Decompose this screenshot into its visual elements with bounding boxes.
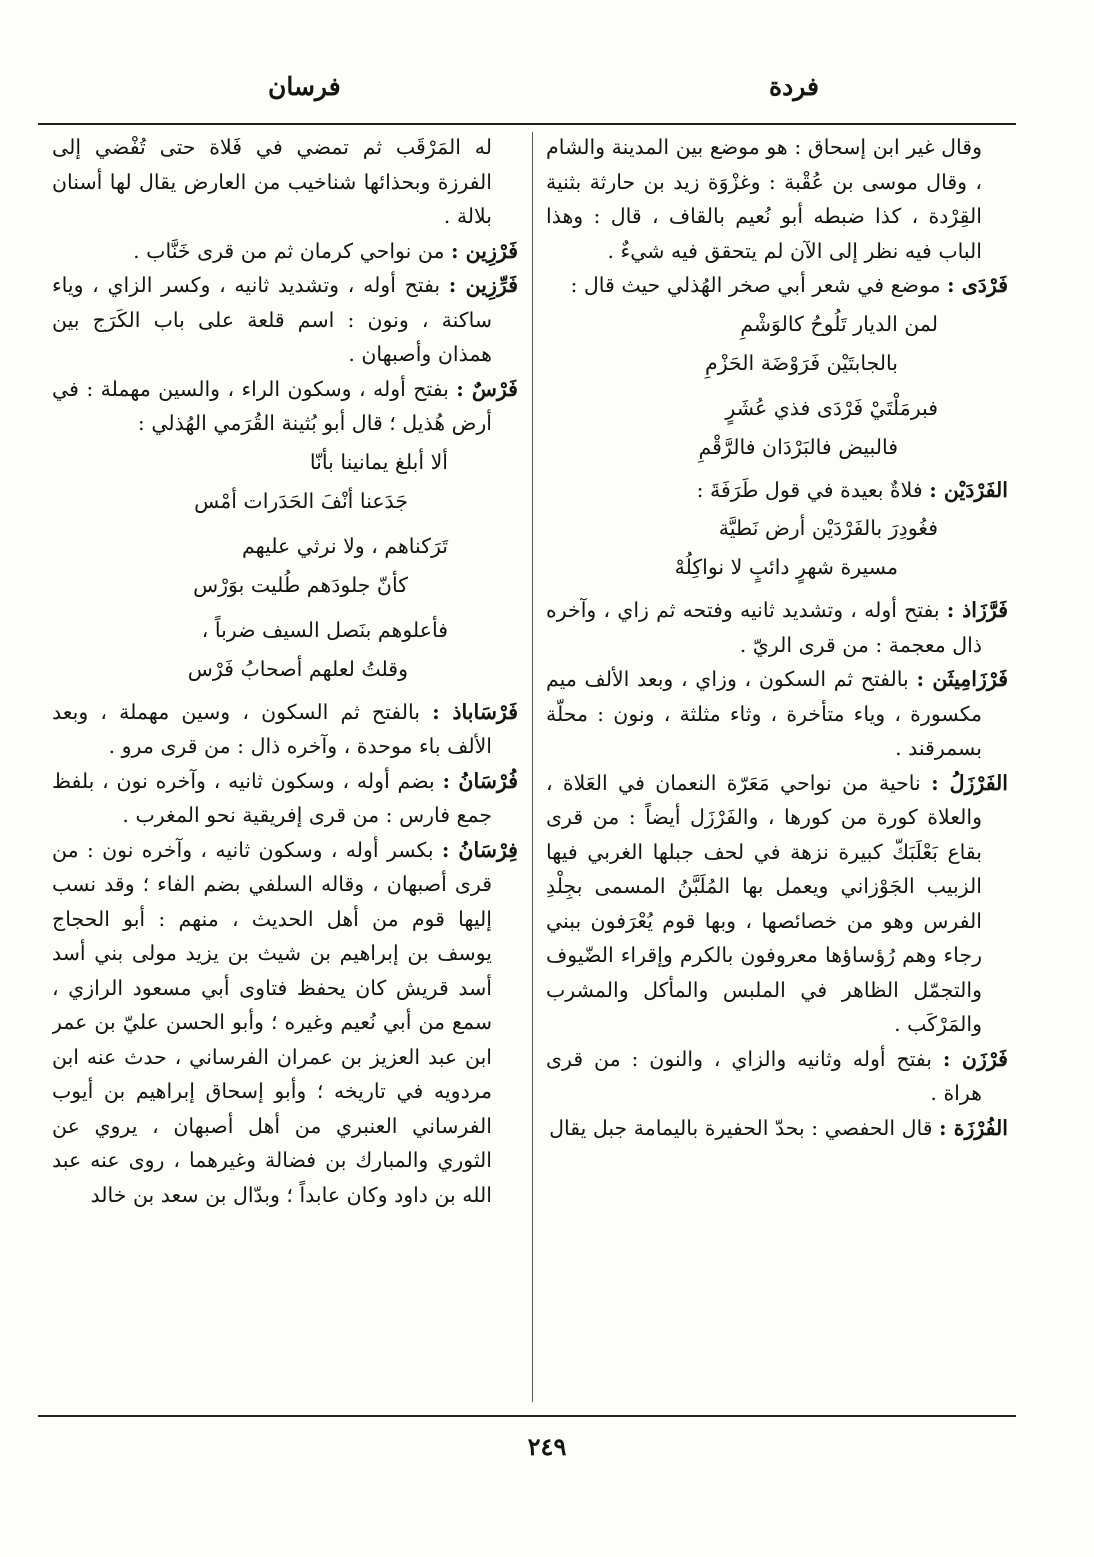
verse-first-hemistich: فبرمَلْتَيْ فَرْدَى فذي عُشَرٍ: [725, 395, 938, 420]
verse-first-hemistich: فغُودِرَ بالفَرْدَيْن أرض نَطيَّة: [718, 516, 938, 540]
verse-first-hemistich: ألا أبلغ يمانينا بأنّا: [309, 449, 448, 474]
entry-headword: فَرْسَاباذ :: [432, 699, 518, 724]
left-column: [52, 130, 518, 1410]
dictionary-entry: [52, 764, 518, 833]
poem-verse: [546, 305, 1008, 383]
entry-text: من نواحي كرمان ثم من قرى خَنَّاب .: [133, 238, 451, 263]
entry-headword: فِرْسَانُ :: [441, 837, 518, 862]
verse-second-hemistich: وقلتُ لعلهم أصحابُ فَرْس: [187, 656, 408, 681]
poem-verse: [52, 527, 518, 605]
entry-text: موضع في شعر أبي صخر الهُذلي حيث قال :: [570, 273, 947, 297]
entry-headword: الفُرْزَة :: [939, 1115, 1008, 1140]
entry-text: ناحية من نواحي مَعَرّة النعمان في العَلاة ، والعلاة كورة من كورها ، والفَرْزَل أيضاً : من قرى بقاع بَعْلَبَكّ كبيرة نزهة في لحف جبلها الغربي فيها الزبيب الجَوْزاني ويعمل بها المُلَبَّنُ المسمى بجِلْدِ الفرس وهو من خصائصها ، وبها قوم يُعْرَفون ببني رجاء وهم رُؤساؤها معروفون بالكرم وإقراء الضّيوف والتجمّل الظاهر في الملبس والمأكل والمشرب والمَرْكَب .: [546, 770, 982, 1036]
verse-second-hemistich: مسيرة شهرٍ دائبٍ لا نواكِلُهْ: [674, 555, 898, 579]
dictionary-entry: [546, 473, 1008, 508]
entry-text: بكسر أوله ، وسكون ثانيه ، وآخره نون : من قرى أصبهان ، وقاله السلفي بضم الفاء ؛ وقد نسب إليها قوم من أهل الحديث ، منهم : أبو الحجاج يوسف بن إبراهيم بن شيث بن يزيد مولى بني أسد أسد قريش كان يحفظ فتاوى أبي مسعود الرازي ، سمع من أبي نُعيم وغيره ؛ وأبو الحسن عليّ بن عمر ابن عبد العزيز بن عمران الفرساني ، حدث عنه ابن مردويه في تاريخه ؛ وأبو إسحاق إبراهيم بن أيوب الفرساني العنبري من أهل أصبهان ، يروي عن الثوري والمبارك بن فضالة وغيرهما ، روى عنه عبد الله بن داود وكان عابداً ؛ وبدّال بن سعد بن خالد: [52, 837, 492, 1207]
entry-headword: فَرْزَن :: [942, 1046, 1008, 1071]
entry-headword: فَرِّزِين :: [448, 273, 518, 297]
column-separator: [532, 132, 533, 1402]
running-header-left: فرسان: [268, 72, 341, 101]
dictionary-entry: [546, 1111, 1008, 1146]
entry-headword: فَرَّزَاذ :: [946, 598, 1008, 622]
dictionary-entry: [546, 662, 1008, 766]
verse-first-hemistich: لمن الديار تَلُوحُ كالوَشْمِ: [740, 311, 938, 336]
verse-first-hemistich: تَرَكناهم ، ولا نرثي عليهم: [241, 533, 448, 558]
dictionary-entry: [52, 372, 518, 441]
entry-headword: فَرْسٌ :: [456, 376, 518, 401]
dictionary-entry: [546, 268, 1008, 303]
dictionary-entry: [52, 695, 518, 764]
poem-verse: [52, 611, 518, 689]
right-column: [546, 130, 1008, 1410]
continued-text: وقال غير ابن إسحاق : هو موضع بين المدينة والشام ، وقال موسى بن عُقْبة : وغزْوَة زيد بن حارثة بثنية القِرْدة ، كذا ضبطه أبو نُعيم بالقاف ، قال : وهذا الباب فيه نظر إلى الآن لم يتحقق فيه شيءٌ .: [546, 135, 982, 263]
entry-text: فلاةٌ بعيدة في قول طَرَفَةَ :: [696, 477, 930, 502]
entry-text: بالفتح ثم السكون ، وزاي ، وبعد الألف ميم مكسورة ، وياء متأخرة ، وثاء مثلثة ، ونون : محلّة بسمرقند .: [546, 667, 982, 760]
entry-headword: فَرْدَى :: [947, 273, 1008, 297]
verse-first-hemistich: فأعلوهم بنَصل السيف ضرباً ،: [201, 617, 448, 642]
entry-headword: الفَرْدَيْن :: [929, 477, 1008, 502]
dictionary-entry: [52, 833, 518, 1213]
dictionary-entry: [546, 1042, 1008, 1111]
entry-headword: فَرْزِين :: [450, 238, 518, 263]
dictionary-entry: [546, 593, 1008, 662]
entry-text: بالفتح ثم السكون ، وسين مهملة ، وبعد الألف باء موحدة ، وآخره ذال : من قرى مرو .: [52, 699, 492, 758]
poem-verse: [52, 443, 518, 521]
footer-rule: [38, 1415, 1016, 1417]
entry-text: بفتح أوله ، وسكون الراء ، والسين مهملة : في أرض هُذيل ؛ قال أبو بُثينة القُرَمي الهُذلي :: [52, 376, 492, 435]
entry-text: بضم أوله ، وسكون ثانيه ، وآخره نون ، بلفظ جمع فارس : من قرى إفريقية نحو المغرب .: [52, 768, 492, 827]
continued-text: له المَرْقَب ثم تمضي في فَلاة حتى تُفْضي إلى الفرزة وبحذائها شناخيب من العارض يقال لها أسنان بلالة .: [52, 135, 492, 228]
header-rule: [38, 123, 1016, 125]
dictionary-entry: [52, 268, 518, 372]
poem-verse: [546, 509, 1008, 587]
verse-second-hemistich: فالبيض فالبَرْدَان فالرَّقْمِ: [698, 434, 898, 459]
page-number: ٢٤٩: [527, 1432, 567, 1461]
entry-headword: فَرْزَامِيثَن :: [916, 667, 1008, 691]
running-header-right: فردة: [769, 72, 819, 101]
entry-text: بفتح أوله ، وتشديد ثانيه وفتحه ثم زاي ، وآخره ذال معجمة : من قرى الريّ .: [546, 598, 982, 657]
dictionary-entry: [546, 766, 1008, 1042]
verse-second-hemistich: بالجابتَيْن فَرَوْضَة الحَزْمِ: [705, 350, 898, 375]
entry-text: بفتح أوله وثانيه والزاي ، والنون : من قرى هراة .: [546, 1046, 982, 1105]
entry-headword: الفَرْزَلُ :: [931, 770, 1008, 795]
entry-headword: فُرْسَانُ :: [442, 768, 518, 793]
verse-second-hemistich: كأنّ جلودَهم طُليت بوَرْس: [193, 572, 408, 597]
verse-second-hemistich: جَدَعنا أنْفَ الحَدَرات أمْس: [194, 488, 408, 513]
entry-text: بفتح أوله ، وتشديد ثانيه ، وكسر الزاي ، وياء ساكنة ، ونون : اسم قلعة على باب الكَرَج بين همذان وأصبهان .: [52, 273, 492, 366]
poem-verse: [546, 389, 1008, 467]
dictionary-entry: [52, 234, 518, 269]
entry-text: قال الحفصي : بحدّ الحفيرة باليمامة جبل يقال: [549, 1115, 940, 1140]
